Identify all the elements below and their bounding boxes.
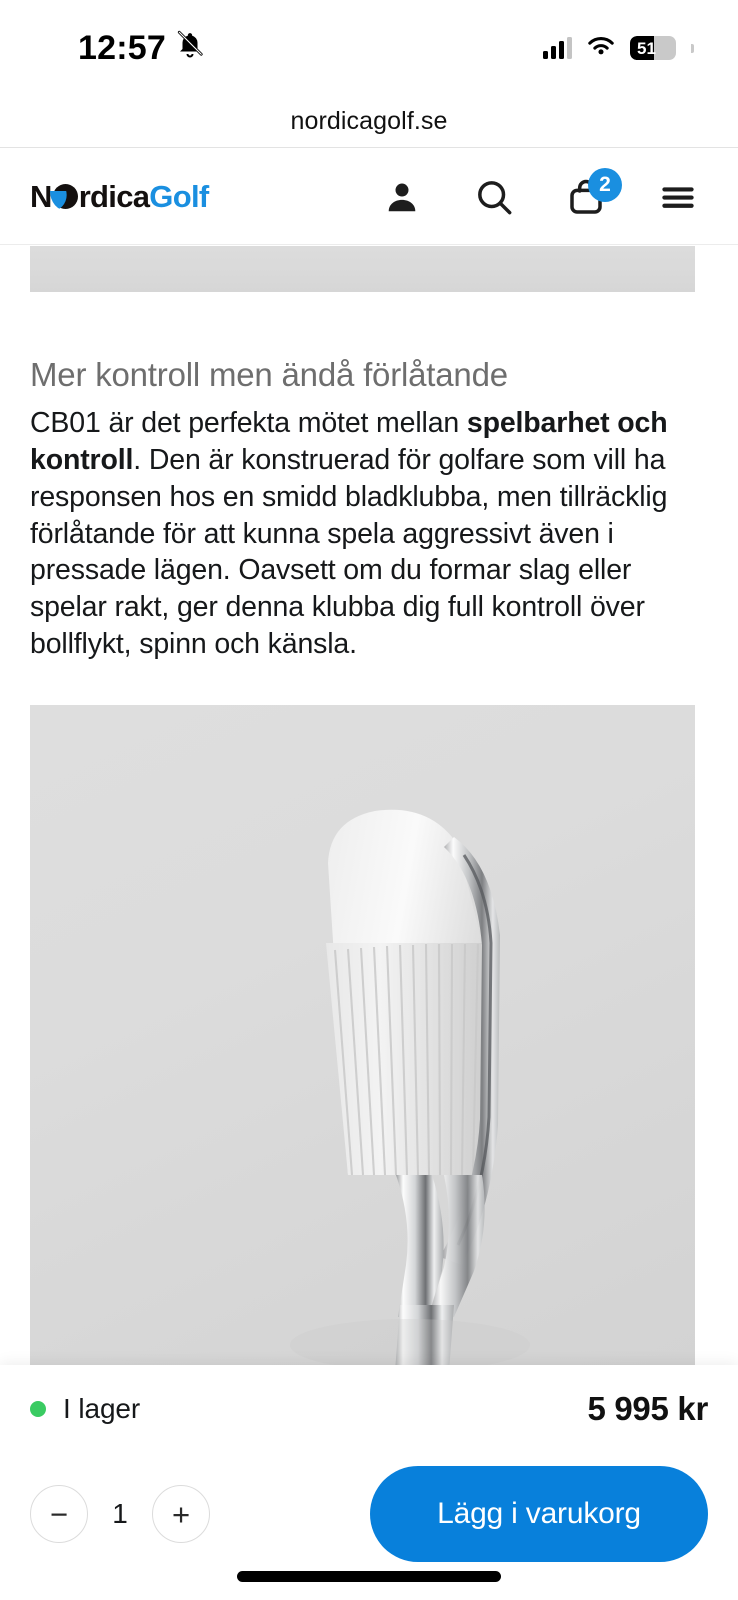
status-time: 12:57 — [78, 28, 166, 67]
cart-icon[interactable] — [566, 172, 611, 217]
status-bar — [0, 0, 738, 96]
status-time-group — [78, 29, 205, 68]
page-content — [0, 246, 738, 1600]
quantity-value[interactable]: 1 — [112, 1498, 128, 1529]
hamburger-menu-icon[interactable] — [658, 177, 698, 217]
site-logo[interactable] — [30, 179, 208, 215]
logo-text-part2: rdica — [78, 178, 150, 214]
minus-icon: − — [49, 1496, 69, 1532]
battery-cap — [691, 44, 694, 53]
decrease-quantity-button[interactable] — [30, 1485, 88, 1543]
golf-iron-illustration — [30, 705, 695, 1365]
logo-ball-icon — [53, 184, 78, 209]
bell-slash-icon — [175, 29, 205, 68]
stock-status — [30, 1393, 140, 1425]
previous-media-block — [30, 246, 695, 292]
product-image[interactable] — [30, 705, 695, 1365]
header-icon-group — [382, 172, 704, 217]
add-to-cart-button[interactable]: Lägg i varukorg — [370, 1466, 708, 1562]
body-bold-phrase: spelbarhet och kontroll — [30, 407, 668, 476]
add-to-cart-row — [30, 1466, 708, 1562]
body-lead: CB01 är det perfekta mötet mellan — [30, 407, 467, 440]
search-icon[interactable] — [474, 177, 514, 217]
stock-status-dot-icon — [30, 1401, 46, 1417]
increase-quantity-button[interactable] — [152, 1485, 210, 1543]
stock-and-price-row — [30, 1390, 708, 1428]
status-indicators — [543, 34, 694, 63]
home-indicator[interactable] — [237, 1571, 501, 1582]
battery-percent: 51 — [637, 38, 656, 58]
product-price: 5 995 kr — [587, 1390, 708, 1427]
battery-icon — [630, 36, 676, 60]
browser-url-bar[interactable] — [0, 96, 738, 148]
url-text: nordicagolf.se — [290, 107, 448, 135]
section-title: Mer kontroll men ändå förlåtande — [30, 356, 508, 393]
sticky-purchase-bar — [0, 1365, 738, 1600]
stock-status-label: I lager — [63, 1393, 141, 1424]
body-rest: . Den är konstruerad för golfare som vill ha responsen hos en smidd bladklubba, men tillräcklig förlåtande för att kunna spela aggressivt även i pressade lägen. Oavsett om du formar slag eller spelar rakt, ger denna klubba dig full kontroll över bollflykt, spinn och känsla. — [30, 444, 668, 660]
product-description-block — [30, 354, 702, 663]
logo-text-part1: N — [30, 178, 52, 214]
cart-count-badge: 2 — [588, 168, 622, 202]
cellular-signal-icon — [543, 37, 572, 59]
wifi-icon — [585, 34, 617, 63]
plus-icon: + — [171, 1496, 191, 1532]
logo-text-part3: Golf — [149, 178, 209, 214]
quantity-stepper — [30, 1485, 210, 1543]
section-body — [30, 405, 702, 662]
account-icon[interactable] — [382, 177, 422, 217]
site-header — [0, 149, 738, 245]
